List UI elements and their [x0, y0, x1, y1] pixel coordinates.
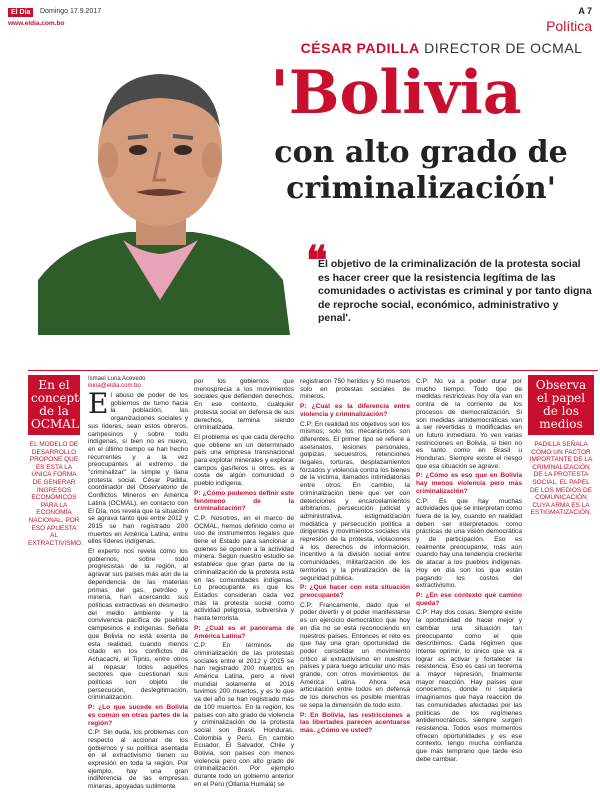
question: P: ¿En ese contexto qué camino queda?: [416, 591, 522, 607]
answer: C.P: No va a poder durar por mucho tiempo. Todo tipo de medidas restrictivas hoy día van en contra de la corriente de los procesos de democratización. Si son medidas antidemocráticas van a ser revertidas o modificadas en un futuro inmediato. Yo veo varias restricciones en Bolivia, si bien no es tanto como en Brasil u Honduras. Siempre existe el riesgo que esa situación se agrave.: [416, 378, 522, 470]
paragraph: por los gobiernos que menosprecia a los movimientos sociales que defienden derechos. En ese contexto, cualquier protesta social en defensa de sus derechos, termina siendo criminalizada.: [194, 378, 294, 432]
page-number: A 7: [578, 6, 592, 16]
headline-main: 'Bolivia: [270, 58, 522, 128]
question: P: ¿Lo que sucede en Bolivia es común en otras partes de la región?: [88, 704, 188, 727]
pull-quote: [306, 237, 594, 326]
quote-mark-icon: ❝: [306, 237, 328, 284]
section-label: Política: [546, 18, 592, 34]
byline-author: Ismael Luna Acevedo: [88, 376, 146, 382]
sidebar-right-text: PADILLA SEÑALA COMO UN FACTOR IMPORTANTE DE LA CRIMINALIZACIÓN DE LA PROTESTA SOCIAL, EL PAPEL DE LOS MEDIOS DE COMUNICACIÓN CUYA ARMA ES LA ESTIGMATIZACIÓN.: [529, 441, 593, 517]
paragraph-text: l abuso de poder de los gobiernos de turno hacia la población, las organizaciones sociales y sus líderes, sean estos obreros, campesinos y sobre todo indígenas, si bien no es nuevo, en el último tiempo se han hecho recurrentes y a la vez preocupantes al extremo de "criminalizar" la simple y llana protesta social. César Padilla, coordinador del Observatorio de Conflictos Mineros en América Latina (OCMAL), en contacto con El Día, nos revela que la situación se agrava tanto que entre 2012 y 2015 se han registrado 200 muertos en América Latina, entre ellos líderes indígenas.: [88, 392, 188, 546]
paragraph: registraron 750 heridos y 50 muertos solo en protestas sociales de mineros.: [300, 378, 410, 401]
answer: C.P: En realidad los objetivos son los mismos; solo los mecanismos son diferentes. El primer tipo se refiere a asesinatos, lesiones personales, golpizas, secuestros, retenciones ilegales, torturas, desplazamientos forzados y violencia contra los bienes de la víctima, llamados intimidatorias entre otros. En cambio, la criminalización tiene que ver con detenciones y encarcelamientos arbitrarios, persecución judicial y administrativa, estigmatización mediática y persecución política a dirigentes y movimientos sociales vía represión de la protesta, violaciones a los derechos de información, incentivo a la división social entre comunidades, militarización de los territorios y la privatización de la seguridad pública.: [300, 420, 410, 582]
page-header: [0, 0, 600, 36]
question: P: ¿Cuál es el panorama de América Latina?: [194, 624, 294, 640]
headline-sub: [250, 135, 592, 207]
paragraph: El problema es que cada derecho que obtiene en un determinado país una empresa transnacional para explotar minerales y explorar campos gasíferos u otros, es a costa de algún comunidad o pueblo indígena.: [194, 433, 294, 488]
question: P: ¿Cómo es eso que en Bolivia hay menos violencia pero más criminalización?: [416, 472, 522, 495]
question: P: En Bolivia, las restricciones a las libertades parecen acentuarse más. ¿Cómo ve usted?: [300, 711, 410, 734]
issue-date: Domingo 17.9.2017: [40, 8, 102, 15]
answer: C.P: Francamente, dado que el poder divertir y el poder manifestarse es un ejercicio democrático que hoy en día no se está reconociendo en nuestros países. Entonces el reto es que hay una gran oportunidad de poder consolidar un movimiento crítico al extractivismo en nuestros países y para luego articular uno más grande, con otros movimientos de América Latina. Ahora esa articulación entre todos en defensa de los derechos es posible mientras se sepa la dimensión de todo esto.: [300, 601, 410, 709]
sidebar-left: [28, 375, 87, 547]
headline-sub-line-2: criminalización': [286, 171, 556, 206]
article-column-2: [194, 378, 294, 791]
article-column-1: [88, 387, 188, 793]
sidebar-right-title: Observa el papel de los medios: [528, 375, 594, 435]
question: P: ¿Cuál es la diferencia entre violencia y criminalización?: [300, 403, 410, 418]
website-url[interactable]: www.eldia.com.bo: [8, 20, 65, 27]
sidebar-left-title: En el concepto de la OCMAL: [28, 375, 80, 435]
section-divider: [28, 370, 598, 371]
answer: C.P: Es que hay muchas actividades que se interpretan como fuera de la ley, cuando en realidad deben ser interpretados como prácticas de una visión democrática y de participación. Eso es realmente preocupante, más aún cuando hay una tendencia creciente de atacar a los pueblos indígenas. Hoy en día son los que están pagando los costos del extractivismo.: [416, 497, 522, 590]
paragraph: [88, 387, 188, 546]
drop-cap: E: [88, 387, 109, 420]
kicker-role: DIRECTOR DE OCMAL: [424, 40, 583, 56]
answer: C.P: En términos de criminalización de las protestas sociales entre el 2012 y 2015 se han registrado 200 muertos en América Latina, pero a nivel mundial solamente el 2016 tuvimos 200 muertos, y es lo que va del año se han registrado más de 100 muertos. En la región, los países con alto grado de violencia y criminalización de la protesta social son Brasil, Honduras, Colombia y Perú. En cambio Ecuador, El Salvador, Chile y Bolivia, son países con menos violencia pero con alto grado de criminalización. Por ejemplo durante todo un gobierno anterior en el Perú (Ollanta Humala) se: [194, 642, 294, 788]
question: P: ¿Cómo podemos definir este fenómeno de la criminalización?: [194, 489, 294, 513]
article-column-4: [416, 378, 522, 765]
paragraph: El experto nos revela cómo los gobiernos, sobre todo progresistas de la región, al agravar sus países más aún de la dependencia de las materias primas del gas, petróleo y minería, han acercando sus políticas extractivas en desmedro del medio ambiente y la convivencia pacífica de pueblos campesinos e indígenas. Señala que Bolivia no está exenta de esta realidad, cuando menos citado en los conflictos de Achacachi, el Tipnis, entre otros al repasar todos aquellos sectores que cuestionan sus políticas son objeto de persecución, deslegitimación, criminalización.: [88, 548, 188, 702]
headline-sub-line-1: con alto grado de: [274, 135, 568, 170]
sidebar-right: [528, 375, 594, 517]
byline-email[interactable]: iluna@eldia.com.bo: [88, 383, 141, 389]
answer: C.P: Sin duda, los problemas con respecto al accionar de los gobiernos y su política asentada en el extractivismo tienen su expresión en toda la región. Por ejemplo, hay una gran indiferencia de las empresas mineras, apoyadas sutilmente: [88, 729, 188, 791]
question: P: ¿Qué hacer con esta situación preocupante?: [300, 584, 410, 599]
pull-quote-text: El objetivo de la criminalización de la protesta social es hacer creer que la resistencia legítima de las comunidades o activistas es criminal y por tanto digna de reproche social, económico, administrativo y penal'.: [318, 258, 592, 324]
newspaper-logo: El Día: [8, 8, 33, 17]
answer: C.P: Nosotros, en el marco de OCMAL, hemos definido como el uso de instrumentos legales que tiene el Estado para sancionar a quienes se oponen a la actividad minera. Según nuestro estudio se establece que gran parte de la criminalización de la protesta está en las comunidades indígenas. Lo preocupante es que los Estados consideran cada vez más la protesta social como actividad peligrosa, subversiva y hasta terrorista.: [194, 514, 294, 623]
sidebar-left-text: EL MODELO DE DESARROLLO PROPONE QUE ES ESTA LA ÚNICA FORMA DE GENERAR INGRESOS ECONÓMICOS PARA LA ECONOMÍA NACIONAL, POR ESO APUESTA AL EXTRACTIVISMO.: [28, 441, 83, 547]
article-column-3: [300, 378, 410, 737]
answer: C.P: Hay dos cosas. Siempre existe la oportunidad de hacer mejor y cambiar una situación tan preocupante como el que describimos. Cada régimen que intente oprimir, lo único que va a lograr es activar y fortalecer la resistencia. Eso es casi un teorema a mayor represión, finalmente mayor reacción. Hay países que conocemos, donde ni siquiera imaginamos que haya reacción de las comunidades afectadas por las políticas de los regímenes antidemocráticos, siempre surgen resistencia. Todos esos momentos ofrecen oportunidades y es ese contexto, tengo mucha confianza que más temprano que tarde eso debe cambiar.: [416, 609, 522, 763]
kicker-name: CÉSAR PADILLA: [300, 40, 420, 56]
